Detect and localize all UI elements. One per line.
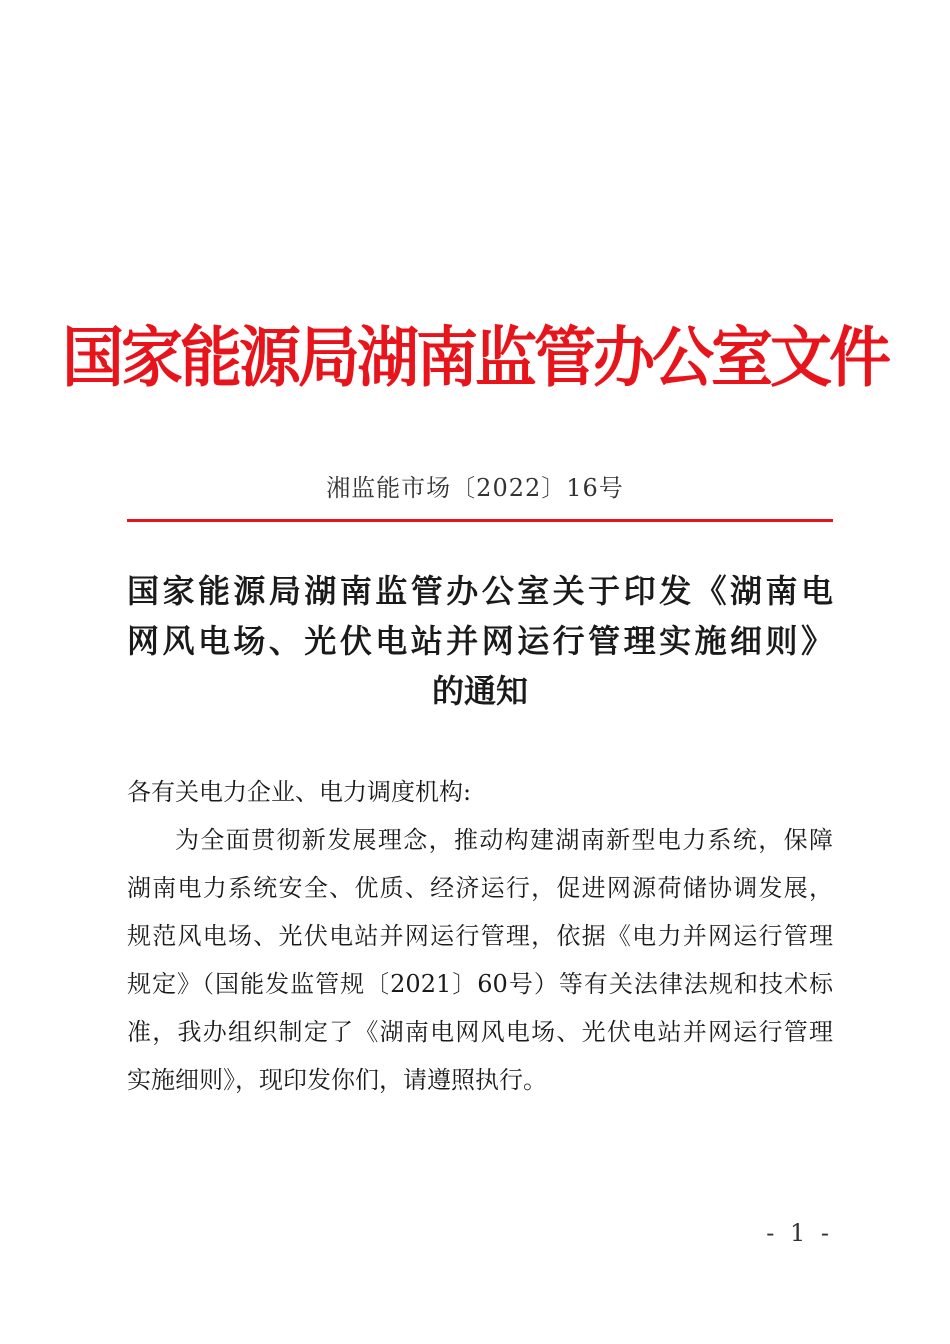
notice-title — [127, 566, 833, 716]
body-paragraph-line: 规范风电场、光伏电站并网运行管理，依据《电力并网运行管理 — [127, 922, 833, 950]
page-number: - 1 - — [766, 1219, 833, 1247]
body-paragraph-line: 湖南电力系统安全、优质、经济运行，促进网源荷储协调发展， — [127, 874, 833, 902]
notice-title-line: 的通知 — [431, 672, 528, 710]
red-divider-line — [127, 519, 833, 522]
body-paragraph-line: 准，我办组织制定了《湖南电网风电场、光伏电站并网运行管理 — [127, 1018, 833, 1046]
notice-body — [127, 768, 833, 1104]
document-header-title: 国家能源局湖南监管办公室文件 — [61, 319, 888, 396]
body-paragraph-line: 规定》（国能发监管规〔2021〕60号）等有关法律法规和技术标 — [127, 970, 833, 998]
document-number: 湘监能市场〔2022〕16号 — [326, 474, 624, 502]
body-paragraph-line: 实施细则》，现印发你们，请遵照执行。 — [127, 1066, 547, 1094]
notice-title-line: 国家能源局湖南监管办公室关于印发《湖南电 — [127, 572, 833, 610]
notice-title-line: 网风电场、光伏电站并网运行管理实施细则》 — [127, 622, 833, 660]
body-paragraph-line: 为全面贯彻新发展理念，推动构建湖南新型电力系统，保障 — [175, 826, 833, 854]
addressee-line: 各有关电力企业、电力调度机构: — [127, 778, 472, 806]
